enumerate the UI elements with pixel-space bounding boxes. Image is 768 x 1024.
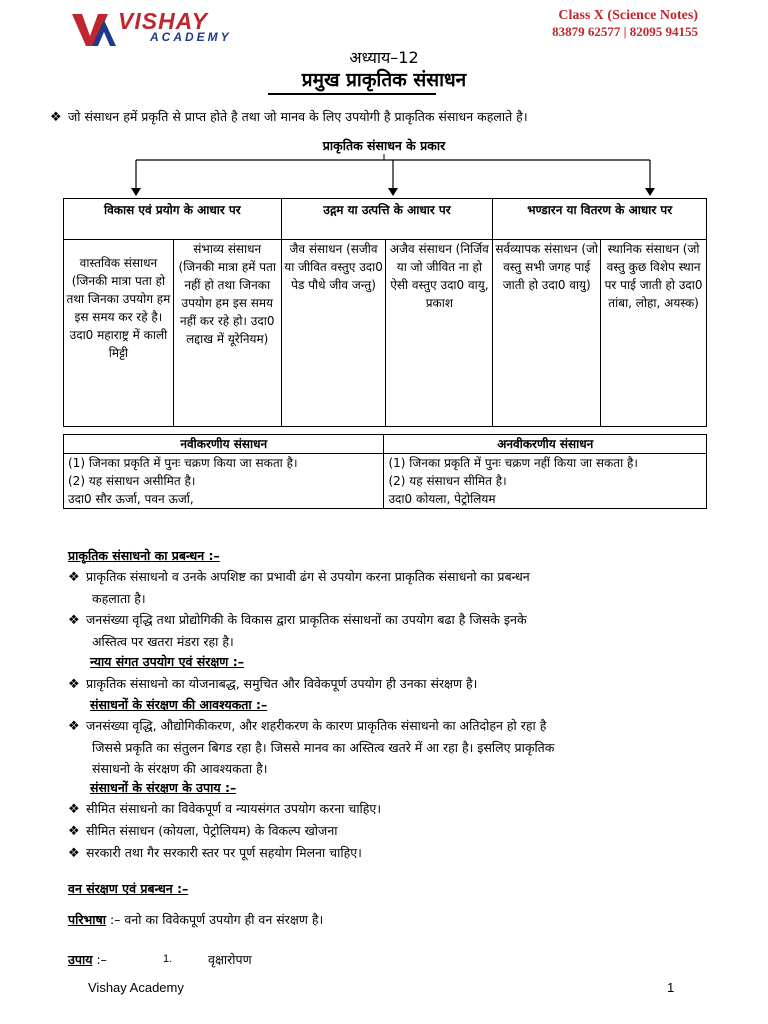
- renewable-line-3: उदा0 सौर ऊर्जा, पवन ऊर्जा,: [68, 492, 194, 506]
- header-distribution: भण्डारन या वितरण के आधार पर: [493, 199, 707, 240]
- table-row: [64, 454, 707, 509]
- logo-subtext: ACADEMY: [150, 30, 232, 44]
- list-item: ❖ सरकारी तथा गैर सरकारी स्तर पर पूर्ण सहयोग मिलना चाहिए।: [68, 842, 708, 864]
- need-paragraph: ❖ जनसंख्या वृद्धि, औद्योगिकीकरण, और शहरीकरण के कारण प्राकृतिक संसाधनो का अतिदोहन हो रहा है जिससे प्रकृति का संतुलन बिगड रहा है। जिससे मानव का अस्तित्व खतरे में आ रहा है। इसलिए प्राकृतिक संसाधनो के संरक्षण की आवश्यकता है।: [68, 718, 555, 776]
- header-development: विकास एवं प्रयोग के आधार पर: [64, 199, 282, 240]
- types-heading: प्राकृतिक संसाधन के प्रकार: [322, 138, 446, 153]
- list-item: ❖ सीमित संसाधन (कोयला, पेट्रोलियम) के विकल्प खोजना: [68, 820, 708, 842]
- cell-biotic-resource: जैव संसाधन (सजीव या जीवित वस्तुए उदा0 पेड पौधे जीव जन्तु): [281, 240, 386, 427]
- measures-list: [68, 798, 708, 864]
- cell-nonrenewable: [384, 454, 707, 509]
- table-row: [64, 240, 707, 427]
- intro-text: जो संसाधन हमें प्रकृति से प्राप्त होते है तथा जो मानव के लिए उपयोगी है प्राकृतिक संसाधन कहलाते है।: [68, 109, 528, 124]
- definition-label: परिभाषा: [68, 912, 106, 927]
- page-number: 1: [667, 980, 675, 995]
- definition-text: :– वनो का विवेकपूर्ण उपयोग ही वन संरक्षण है।: [109, 912, 324, 927]
- upay-label: उपाय: [68, 952, 93, 967]
- section-heading-forest: वन संरक्षण एवं प्रबन्धन :–: [68, 881, 189, 896]
- diamond-bullet-icon: ❖: [68, 802, 80, 817]
- management-paragraph: ❖ प्राकृतिक संसाधनो व उनके अपशिष्ट का प्रभावी ढंग से उपयोग करना प्राकृतिक संसाधनो का प्रबन्धन कहलाता है। ❖ जनसंख्या वृद्धि तथा प्रोद्योगिकी के विकास द्वारा प्राकृतिक संसाधनों का उपयोग बढा है जिसके इनके अस्तित्व पर खतरा मंडरा रहा है।: [68, 569, 530, 649]
- measure-number: 1.: [163, 953, 173, 965]
- diamond-bullet-icon: ❖: [68, 719, 80, 734]
- types-tree-connector: [0, 0, 768, 200]
- class-label: Class X (Science Notes): [558, 8, 698, 23]
- nonrenewable-line-3: उदा0 कोयला, पेट्रोलियम: [388, 492, 496, 506]
- renewable-line-1: (1) जिनका प्रकृति में पुनः चक्रण किया जा सकता है।: [68, 456, 298, 470]
- diamond-bullet-icon: ❖: [68, 613, 80, 628]
- diamond-bullet-icon: ❖: [68, 677, 80, 692]
- list-item: ❖ सीमित संसाधनो का विवेकपूर्ण व न्यायसंगत उपयोग करना चाहिए।: [68, 798, 708, 820]
- cell-abiotic-resource: अजैव संसाधन (निर्जिव या जो जीवित ना हो ऐसी वस्तुए उदा0 वायु, प्रकाश: [386, 240, 493, 427]
- renewable-line-2: (2) यह संसाधन असीमित है।: [68, 474, 196, 488]
- measure-text: वृक्षारोपण: [208, 952, 252, 967]
- section-heading-measures: संसाधनों के संरक्षण के उपाय :–: [90, 780, 237, 795]
- forest-measures: [68, 951, 668, 968]
- diamond-bullet-icon: ❖: [68, 824, 80, 839]
- cell-renewable: [64, 454, 384, 509]
- diamond-bullet-icon: ❖: [68, 846, 80, 861]
- cell-actual-resource: वास्तविक संसाधन (जिनकी मात्रा पता हो तथा जिनका उपयोग हम इस समय कर रहे है। उदा0 महाराष्ट्र में काली मिट्टी: [64, 240, 174, 427]
- header-renewable: नवीकरणीय संसाधन: [64, 435, 384, 454]
- nonrenewable-line-1: (1) जिनका प्रकृति में पुनः चक्रण नहीं किया जा सकता है।: [388, 456, 638, 470]
- nonrenewable-line-2: (2) यह संसाधन सीमित है।: [388, 474, 507, 488]
- cell-potential-resource: संभाव्य संसाधन (जिनकी मात्रा हमें पता नहीं हो तथा जिनका उपयोग हम इस समय नहीं कर रहे हो। उदा0 लद्दाख में यूरेनियम): [173, 240, 281, 427]
- logo-text: VISHAY: [118, 8, 208, 34]
- diamond-bullet-icon: ❖: [68, 570, 80, 585]
- renewable-table: [63, 434, 707, 509]
- diamond-bullet-icon: ❖: [50, 110, 62, 125]
- phone-numbers: 83879 62577 | 82095 94155: [552, 24, 698, 39]
- forest-definition: [68, 911, 323, 928]
- section-heading-just-use: न्याय संगत उपयोग एवं संरक्षण :–: [90, 654, 244, 669]
- chapter-number: अध्याय–12: [349, 48, 419, 67]
- cell-localised-resource: स्थानिक संसाधन (जो वस्तु कुछ विशेप स्थान पर पाई जाती हो उदा0 तांबा, लोहा, अयस्क): [601, 240, 707, 427]
- page-title: प्रमुख प्राकृतिक संसाधन: [301, 69, 467, 91]
- section-heading-need: संसाधनों के संरक्षण की आवश्यकता :–: [90, 697, 268, 712]
- table-header-row: [64, 435, 707, 454]
- section-heading-management: प्राकृतिक संसाधनो का प्रबन्धन :–: [68, 548, 220, 563]
- footer-brand: Vishay Academy: [88, 980, 184, 995]
- upay-separator: :–: [96, 952, 107, 967]
- header-origin: उद्गम या उत्पत्ति के आधार पर: [281, 199, 493, 240]
- just-use-paragraph: ❖ प्राकृतिक संसाधनो का योजनाबद्ध, समुचित और विवेकपूर्ण उपयोग ही उनका संरक्षण है।: [68, 673, 708, 695]
- table-header-row: [64, 199, 707, 240]
- header-nonrenewable: अनवीकरणीय संसाधन: [384, 435, 707, 454]
- resource-types-table: [63, 198, 707, 427]
- cell-ubiquitous-resource: सर्वव्यापक संसाधन (जो वस्तु सभी जगह पाई जाती हो उदा0 वायु): [493, 240, 601, 427]
